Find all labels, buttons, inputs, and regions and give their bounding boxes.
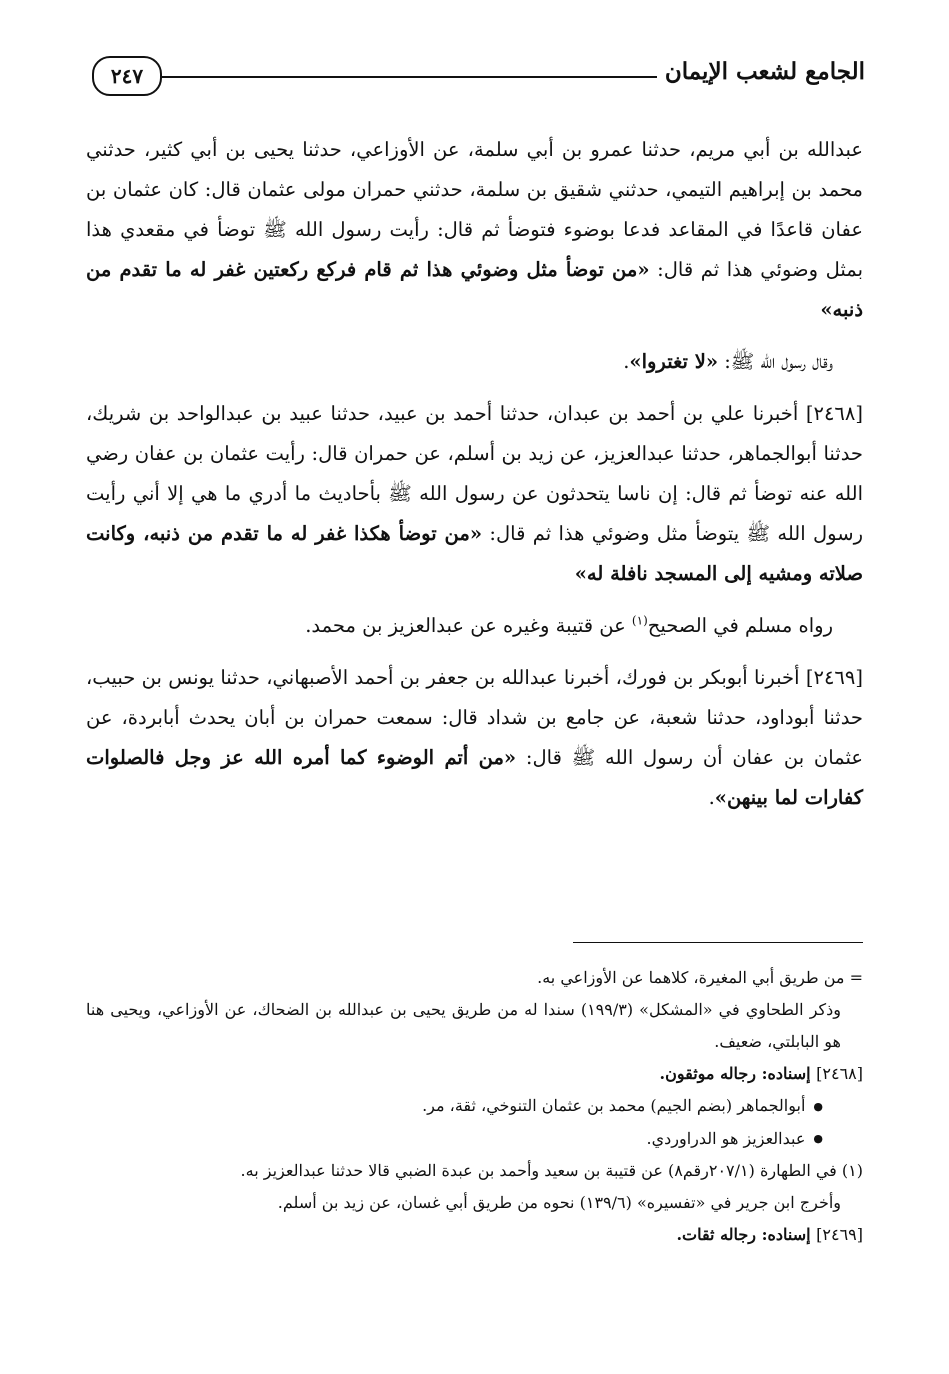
punctuation: . [708, 786, 715, 809]
footnote-line: وأخرج ابن جرير في «تفسيره» (١٣٩/٦) نحوه من طريق أبي غسان، عن زيد بن أسلم. [277, 1193, 841, 1212]
hadith-number: [٢٤٦٩] [816, 1225, 863, 1244]
hadith-text: «من توضأ هكذا غفر له ما تقدم من ذنبه، وكانت صلاته ومشيه إلى المسجد نافلة له» [86, 522, 863, 585]
header-rule [162, 76, 685, 78]
narration-text: عن قتيبة وغيره عن عبدالعزيز بن محمد. [305, 614, 632, 637]
page-number: ٢٤٧ [92, 56, 162, 96]
paragraph-3 [86, 394, 863, 594]
paragraph-4 [86, 606, 863, 646]
narration-text: وقال رسول الله ﷺ: [718, 350, 833, 373]
narration-text: رواه مسلم في الصحيح [647, 614, 833, 637]
footnote-bullet: ● أبوالجماهر (بضم الجيم) محمد بن عثمان التنوخي، ثقة، مر. [86, 1090, 863, 1123]
footnote-line [86, 1219, 863, 1251]
hadith-text: «لا تغتروا» [629, 350, 719, 373]
hadith-number: [٢٤٦٩] [805, 666, 863, 689]
hadith-text: «من توضأ مثل وضوئي هذا ثم قام فركع ركعتين غفر له ما تقدم من ذنبه» [86, 258, 863, 321]
footnotes [86, 962, 863, 1251]
footnote-line: = من طريق أبي المغيرة، كلاهما عن الأوزاعي به. [537, 968, 863, 987]
paragraph-1 [86, 130, 863, 330]
running-header [92, 54, 865, 98]
main-text [86, 130, 863, 818]
punctuation: . [623, 350, 630, 373]
narration-text: أخبرنا علي بن أحمد بن عبدان، حدثنا أحمد بن عبيد، حدثنا عبيد بن عبدالواحد بن شريك، حدثنا أبوالجماهر، حدثنا عبدالعزيز، عن زيد بن أسلم، عن حمران قال: رأيت عثمان بن عفان رضي الله عنه توضأ ثم قال: إن ناسا يتحدثون عن رسول الله ﷺ بأحاديث ما أدري ما هي إلا أني رأيت رسول الله ﷺ يتوضأ مثل وضوئي هذا ثم قال: [86, 402, 864, 545]
isnad-grade: إسناده: رجاله ثقات. [676, 1225, 817, 1244]
narration-text: عبدالله بن أبي مريم، حدثنا عمرو بن أبي سلمة، عن الأوزاعي، حدثنا يحيى بن أبي كثير، حدثني محمد بن إبراهيم التيمي، حدثني شقيق بن سلمة، حدثني حمران مولى عثمان قال: كان عثمان بن عفان قاعدًا في المقاعد فدعا بوضوء فتوضأ ثم قال: رأيت رسول الله ﷺ توضأ في مقعدي هذا بمثل وضوئي هذا ثم قال: [86, 138, 863, 281]
running-title: الجامع لشعب الإيمان [657, 58, 865, 85]
hadith-text: «من أتم الوضوء كما أمره الله عز وجل فالصلوات كفارات لما بينهن» [86, 746, 863, 809]
hadith-number: [٢٤٦٨] [816, 1064, 863, 1083]
footnote-separator [573, 942, 863, 943]
paragraph-2 [86, 342, 863, 382]
footnote-marker: (١) [631, 613, 648, 628]
footnote-line [86, 1058, 863, 1090]
narration-text: أخبرنا أبوبكر بن فورك، أخبرنا عبدالله بن جعفر بن أحمد الأصبهاني، حدثنا يونس بن حبيب، حدثنا أبوداود، حدثنا شعبة، عن جامع بن شداد قال: سمعت حمران بن أبان يحدث أبابردة، عن عثمان بن عفان أن رسول الله ﷺ قال: [86, 666, 863, 769]
footnote-bullet: ● عبدالعزيز هو الدراوردي. [86, 1123, 863, 1156]
paragraph-5 [86, 658, 863, 818]
footnote-line: وذكر الطحاوي في «المشكل» (١٩٩/٣) سندا له من طريق يحيى بن عبدالله بن الضحاك، عن الأوزاعي، ويحيى هنا هو البابلتي، ضعيف. [86, 1000, 842, 1051]
footnote-line: (١) في الطهارة (٢٠٧/١رقم٨) عن قتيبة بن سعيد وأحمد بن عبدة الضبي قالا حدثنا عبدالعزيز به. [240, 1161, 863, 1180]
hadith-number: [٢٤٦٨] [805, 402, 863, 425]
isnad-grade: إسناده: رجاله موثقون. [659, 1064, 817, 1083]
